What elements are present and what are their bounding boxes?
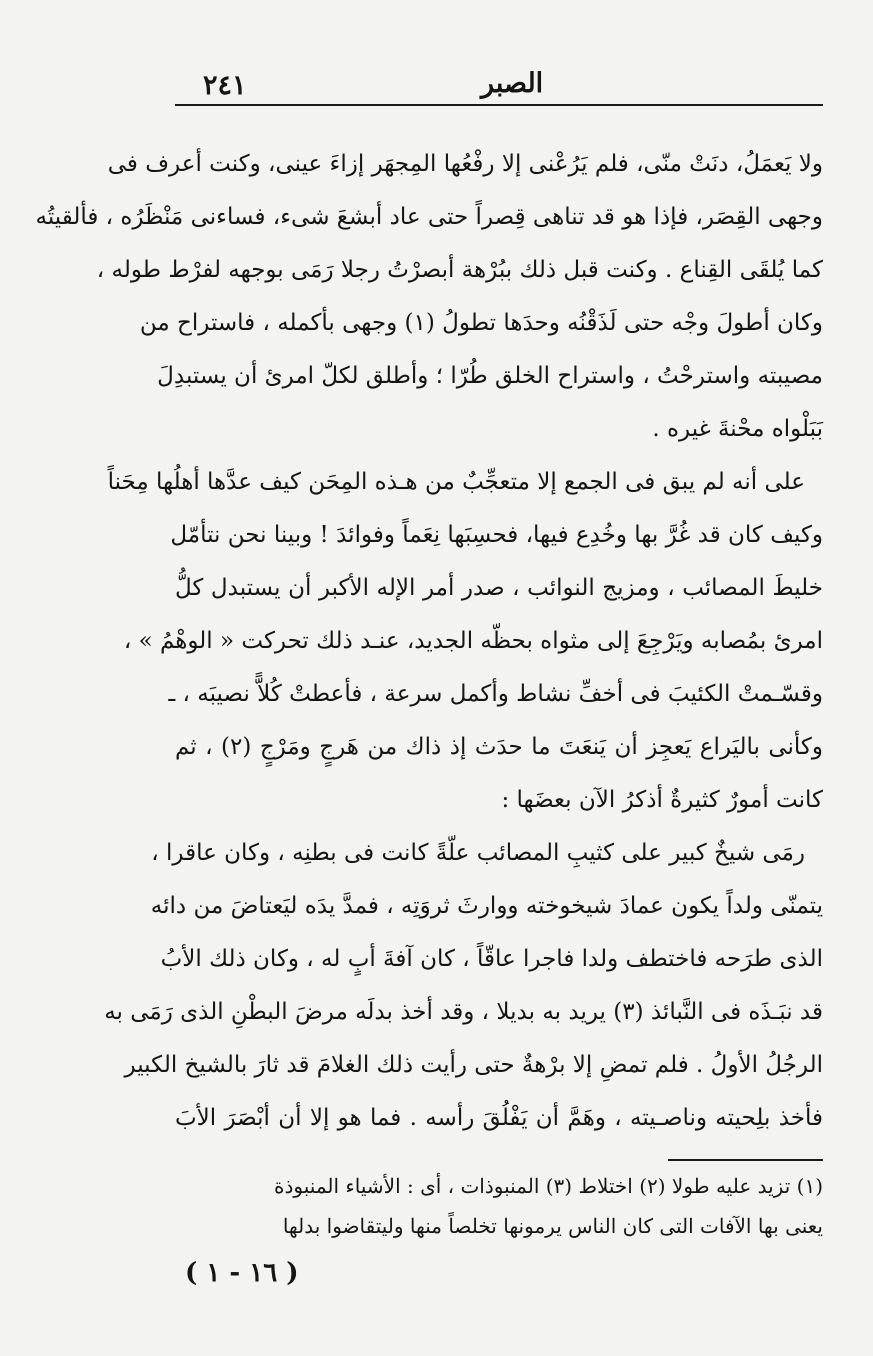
text-line: وكأنى باليَراع يَعجِز أن يَنعَتَ ما حدَث إذ ذاك من هَرجٍ ومَرْجٍ (٢) ، ثم: [175, 734, 823, 760]
text-line: وجهى القِصَر، فإذا هو قد تناهى قِصراً حتى عاد أبشعَ شىء، فساءنى مَنْظَرُه ، فألقيتُه: [35, 204, 823, 230]
paragraph-2: [107, 456, 823, 827]
text-line: الذى طرَحه فاختطف ولدا فاجرا عاقّاً ، كان آفةَ أبٍ له ، وكان ذلك الأبُ: [160, 946, 823, 972]
running-title: الصبر: [481, 68, 544, 99]
text-line: بَبَلْواه محْنةَ غيره .: [652, 416, 823, 442]
text-line: كانت أمورٌ كثيرةٌ أذكرُ الآن بعضَها :: [501, 787, 823, 813]
text-line: مصيبته واسترحْتُ ، واستراح الخلق طُرّا ؛ وأطلق لكلّ امرئ أن يستبدِلَ: [157, 363, 823, 389]
body-text: [35, 138, 823, 1145]
text-line: يتمنّى ولداً يكون عمادَ شيخوخته ووارثَ ثروَتِه ، فمدَّ يدَه ليَعتاضَ من دائه: [150, 893, 823, 919]
paragraph-3: [104, 827, 823, 1145]
header-rule: [175, 104, 823, 106]
text-line: قد نبَـذَه فى النَّبائذ (٣) يريد به بديلا ، وقد أخذ بدلَه مرضَ البطْنِ الذى رَمَى به: [104, 999, 823, 1025]
text-line: الرجُلُ الأولُ . فلم تمضِ إلا برْهةٌ حتى رأيت ذلك الغلامَ قد ثارَ بالشيخ الكبير: [124, 1052, 823, 1078]
paragraph-1: [35, 138, 823, 456]
text-line: وكيف كان قد غُرَّ بها وخُدِع فيها، فحسِبَها نِعَماً وفوائدَ ! وبينا نحن نتأمّل: [170, 522, 823, 548]
text-line: ولا يَعمَلُ، دنَتْ منّى، فلم يَرُعْنى إلا رفْعُها المِجهَر إزاءَ عينى، وكنت أعرف فى: [107, 151, 823, 177]
signature-mark: ( ١٦ - ١ ): [185, 1258, 299, 1288]
footnote-line: (١) تزيد عليه طولا (٢) اختلاط (٣) المنبوذات ، أى : الأشياء المنبوذة: [274, 1174, 823, 1198]
footnotes: [175, 1166, 823, 1246]
text-line: خليطَ المصائب ، ومزيج النوائب ، صدر أمر الإله الأكبر أن يستبدل كلُّ: [175, 575, 823, 601]
text-line: فأخذ بلِحيته وناصـيته ، وهَمَّ أن يَفْلُقَ رأسه . فما هو إلا أن أبْصَرَ الأبَ: [175, 1105, 823, 1131]
text-line: رمَى شيخٌ كبير على كثيبِ المصائب علّةً كانت فى بطنِه ، وكان عاقرا ،: [151, 840, 805, 866]
text-line: امرئ بمُصابه ويَرْجِعَ إلى مثواه بحظّه الجديد، عنـد ذلك تحركت « الوهْمُ » ،: [123, 628, 823, 654]
page-number: ٢٤١: [203, 70, 247, 101]
footnote-line: يعنى بها الآفات التى كان الناس يرمونها تخلصاً منها وليتقاضوا بدلها: [282, 1214, 823, 1238]
text-line: وقسّـمتْ الكئيبَ فى أخفِّ نشاط وأكمل سرعة ، فأعطتْ كُلاًّ نصيبَه ، ـ: [168, 681, 823, 707]
page-header: [175, 58, 823, 106]
footnote-rule: [668, 1159, 823, 1161]
text-line: على أنه لم يبق فى الجمع إلا متعجِّبٌ من هـذه المِحَن كيف عدَّها أهلُها مِحَناً: [107, 469, 805, 495]
text-line: وكان أطولَ وجْه حتى لَذَقْنُه وحدَها تطولُ (١) وجهى بأكمله ، فاستراح من: [139, 310, 823, 336]
text-line: كما يُلقَى القِناع . وكنت قبل ذلك ببُرْهة أبصرْتُ رجلا رَمَى بوجهه لفرْط طوله ،: [96, 257, 823, 283]
